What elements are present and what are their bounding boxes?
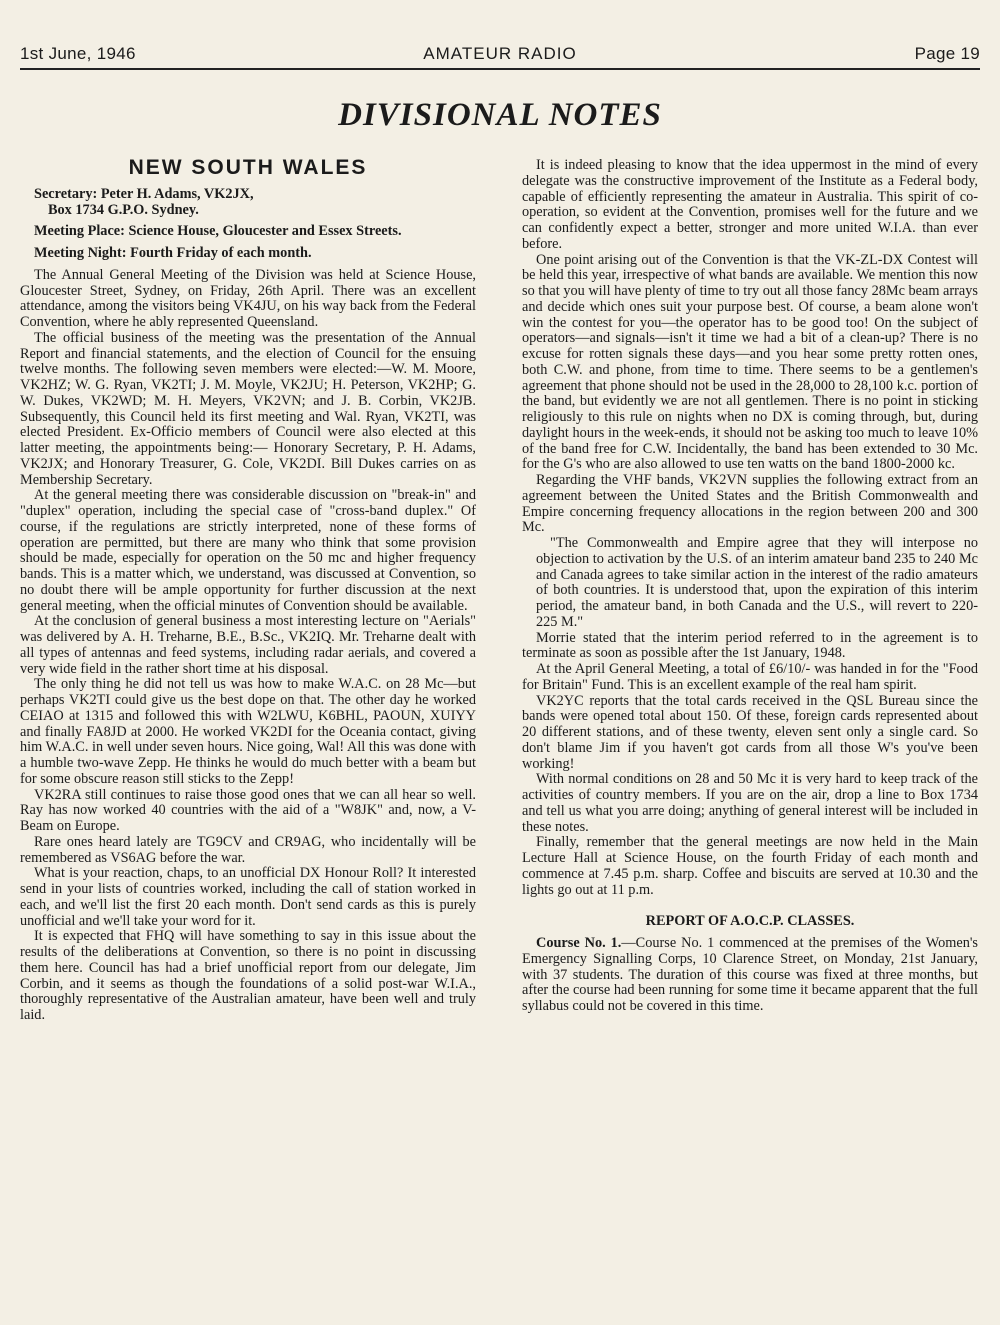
paragraph-agm: The Annual General Meeting of the Division was held at Science House, Gloucester Street, Sydney, on Friday, 26th April. There was an excellent attendance, among the visitors being VK4JU, on his way back from the Federal Convention, where he ably represented Queensland. bbox=[20, 266, 476, 330]
issue-date: 1st June, 1946 bbox=[20, 44, 136, 63]
paragraph-course-1 bbox=[522, 936, 978, 1015]
paragraph-vhf: Regarding the VHF bands, VK2VN supplies the following extract from an agreement between the United States and the British Commonwealth and Empire concerning frequency allocations in the region between 200 and 300 Mc. bbox=[522, 472, 978, 536]
paragraph-general-meetings: Finally, remember that the general meetings are now held in the Main Lecture Hall at Science House, on the fourth Friday of each month and commence at 7.45 p.m. sharp. Coffee and biscuits are served at 10.30 and the lights go out at 11 p.m. bbox=[522, 834, 978, 898]
agreement-quote: "The Commonwealth and Empire agree that they will interpose no objection to activation by the U.S. of an interim amateur band 235 to 240 Mc and Canada agrees to take similar action in the interest of the radio amateurs of both countries. It is understood that, upon the expiration of this interim period, the amateur band, in both Canada and the U.S., will revert to 220-225 M." bbox=[536, 535, 978, 630]
secretary-line-1: Secretary: Peter H. Adams, VK2JX, bbox=[34, 185, 254, 202]
secretary-line-2: Box 1734 G.P.O. Sydney. bbox=[48, 201, 199, 218]
right-column bbox=[522, 158, 978, 1015]
paragraph-break-in: At the general meeting there was considerable discussion on "break-in" and "duplex" operation, including the special case of "cross-band duplex." Of course, if the regulations are strictly interpreted, none of these forms of operation are permitted, but there are many who think that some provision should be made, especially for operation on the 50 mc and higher frequency bands. This is a matter which, we understand, was discussed at Convention, so no doubt there will be ample opportunity for further discussion at the next general meeting, when the official minutes of Convention should be available. bbox=[20, 487, 476, 614]
paragraph-aerials-lecture: At the conclusion of general business a most interesting lecture on "Aerials" was delivered by A. H. Treharne, B.E., B.Sc., VK2IQ. Mr. Treharne dealt with all types of antennas and feed systems, including radar aerials, and covered a very wide field in the rather short time at his disposal. bbox=[20, 613, 476, 677]
page-title: DIVISIONAL NOTES bbox=[338, 97, 662, 133]
left-column bbox=[20, 158, 476, 1024]
course-text: —Course No. 1 commenced at the premises of the Women's Emergency Signalling Corps, 10 Clarence Street, on Monday, 21st January, with 37 students. The duration of this course was fixed at three months, but after the course had been running for some time it became apparent that the full syllabus could not be covered in this time. bbox=[522, 935, 978, 1014]
paragraph-fhq: It is expected that FHQ will have something to say in this issue about the results of the deliberations at Convention, so there is no point in discussing them here. Council has had a brief unofficial report from our delegate, Jim Corbin, and it seems as though the foundations of a solid post-war W.I.A., thoroughly representative of the Australian amateur, have been well and truly laid. bbox=[20, 928, 476, 1023]
meeting-night: Meeting Night: Fourth Friday of each month. bbox=[34, 245, 312, 261]
paragraph-honour-roll: What is your reaction, chaps, to an unofficial DX Honour Roll? It interested send in your lists of countries worked, including the call of station worked in each, and we'll list the first 20 each month. Don't send cards as this is purely unofficial and we'll take your word for it. bbox=[20, 865, 476, 929]
paragraph-vk2ra: VK2RA still continues to raise those good ones that we can all hear so well. Ray has now worked 40 countries with the aid of a "W8JK" and, now, a V-Beam on Europe. bbox=[20, 786, 476, 834]
report-title: REPORT OF A.O.C.P. CLASSES. bbox=[645, 913, 855, 930]
course-label: Course No. 1. bbox=[536, 935, 622, 951]
paragraph-pleasing: It is indeed pleasing to know that the idea uppermost in the mind of every delegate was the constructive improvement of the Institute as a Federal body, capable of efficiently representing the amateur in Australia. This spirit of co-operation, so evident at the Convention, promises well for the future and we can confidently expect a better, stronger and more united W.I.A. than ever before. bbox=[522, 157, 978, 252]
paragraph-morrie: Morrie stated that the interim period referred to in the agreement is to terminate as soon as possible after the 1st January, 1948. bbox=[522, 629, 978, 662]
secretary-info bbox=[20, 187, 476, 219]
paragraph-wac: The only thing he did not tell us was how to make W.A.C. on 28 Mc—but perhaps VK2TI could give us the best dope on that. The other day he worked CEIAO at 1315 and followed this with W2LWU, K6BHL, PAOUN, XUIYY and finally FA8JD at 2000. He worked VK2DI for the Oceania contact, giving him W.A.C. in well under seven hours. Nice going, Wal! All this was done with a humble two-wave Zepp. He thinks he would do much better with a beam but for some obscure reason still sticks to the Zepp! bbox=[20, 676, 476, 787]
paragraph-qsl-bureau: VK2YC reports that the total cards received in the QSL Bureau since the bands were opened total about 150. Of these, foreign cards represented about 20 different stations, and of these twenty, eleven sent only a single card. So don't blame Jim if you haven't got cards from all those W's you've been working! bbox=[522, 692, 978, 772]
paragraph-official-business: The official business of the meeting was the presentation of the Annual Report and financial statements, and the election of Council for the ensuing twelve months. The following seven members were elected:—W. M. Moore, VK2HZ; W. G. Ryan, VK2TI; J. M. Moyle, VK2JU; H. Peterson, VK2HP; G. W. Dukes, VK2WD; M. H. Meyers, VK2VN; and J. B. Corbin, VK2JB. Subsequently, this Council held its first meeting and Wal. Ryan, VK2TI, was elected President. Ex-Officio members of Council were also elected at this latter meeting, the appointments being:— Honorary Secretary, P. H. Adams, VK2JX; and Honorary Treasurer, G. Cole, VK2DI. Bill Dukes carries on as Membership Secretary. bbox=[20, 329, 476, 488]
magazine-name: AMATEUR RADIO bbox=[423, 44, 577, 63]
paragraph-food-for-britain: At the April General Meeting, a total of £6/10/- was handed in for the "Food for Britain" Fund. This is an excellent example of the real ham spirit. bbox=[522, 661, 978, 693]
division-title: NEW SOUTH WALES bbox=[128, 156, 368, 179]
paragraph-rare-ones: Rare ones heard lately are TG9CV and CR9AG, who incidentally will be remembered as VS6AG before the war. bbox=[20, 833, 476, 866]
meeting-place-text: Meeting Place: Science House, Gloucester and Essex Streets. bbox=[34, 223, 402, 240]
page-number: Page 19 bbox=[914, 44, 980, 63]
page-header bbox=[20, 42, 980, 70]
meeting-place bbox=[20, 224, 476, 240]
paragraph-contest: One point arising out of the Convention is that the VK-ZL-DX Contest will be held this year, irrespective of what bands are available. We mention this now so that you will have plenty of time to try out all those fancy 28Mc beam arrays and decide which ones suit your purpose best. Of course, a beam alone won't win the contest for you—the operator has to be good too! On the subject of operators—and signals—isn't it time we had a bit of a clean-up? There is no excuse for rotten signals these days—and you hear some pretty rotten ones, both C.W. and phone, from time to time. There seems to be a gentlemen's agreement that phone should not be used in the 28,000 to 28,100 k.c. portion of the band, but evidently we are not all gentlemen. There is no point in sticking religiously to this rule on nights when no DX is coming through, but, during daylight hours in the week-ends, it should not be asking too much to leave 10% of the band free for C.W. Incidentally, the band has been extended to 30 Mc. for the G's who are also allowed to use ten watts on the band 1800-2000 kc. bbox=[522, 251, 978, 473]
paragraph-country-members: With normal conditions on 28 and 50 Mc it is very hard to keep track of the activities of country members. If you are on the air, drop a line to Box 1734 and tell us what you arre doing; anything of general interest will be included in these notes. bbox=[522, 771, 978, 835]
